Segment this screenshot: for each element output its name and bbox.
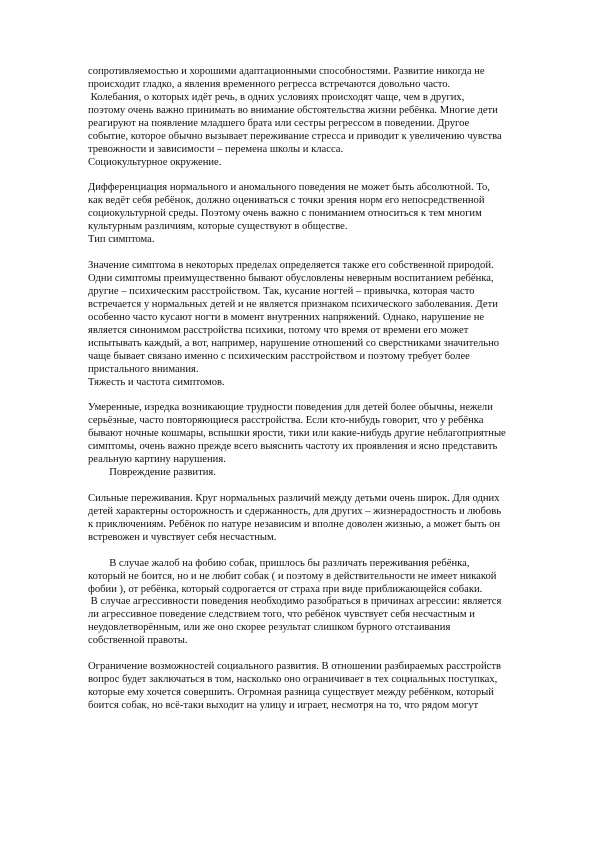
- section-heading: Социокультурное окружение.: [88, 156, 222, 168]
- text-line: испытывать каждый, а вот, например, нарушение отношений со сверстниками значительно: [88, 337, 500, 349]
- paragraph: [88, 260, 528, 389]
- text-line: встречается у нормальных детей и не является признаком психического заболевания. Дети: [88, 298, 498, 310]
- text-line: бывают ночные кошмары, вспышки ярости, тики или какие-нибудь другие неблагоприятные: [88, 428, 506, 440]
- text-line: фобии ), от ребёнка, который содрогается от страха при виде приближающейся собаки.: [88, 583, 483, 595]
- paragraph: [88, 661, 528, 713]
- text-line: к приключениям. Ребёнок по натуре независим и вполне доволен жизнью, а может быть он: [88, 518, 501, 530]
- paragraph: [88, 493, 528, 545]
- text-line: серьёзные, часто повторяющиеся расстройства. Если кто-нибудь говорит, что у ребёнка: [88, 415, 484, 427]
- paragraph: [88, 402, 528, 480]
- text-line: Сильные переживания. Круг нормальных различий между детьми очень широк. Для одних: [88, 492, 500, 504]
- text-line: встревожен и чувствует себя несчастным.: [88, 531, 277, 543]
- text-line: вопрос будет заключаться в том, насколько оно ограничивает в тех социальных поступках,: [88, 674, 498, 686]
- text-line: реальную картину нарушения.: [88, 454, 226, 466]
- section-heading: Повреждение развития.: [88, 467, 216, 479]
- text-line: Значение симптома в некоторых пределах определяется также его собственной природой.: [88, 260, 494, 272]
- text-line: происходит гладко, а явления временного регресса встречаются довольно часто.: [88, 78, 451, 90]
- text-line: Колебания, о которых идёт речь, в одних условиях происходят чаще, чем в других,: [88, 91, 465, 103]
- text-line: детей характерны осторожность и сдержанность, для других – жизнерадостность и любовь: [88, 505, 502, 517]
- text-line: поэтому очень важно принимать во внимание обстоятельства жизни ребёнка. Многие дети: [88, 104, 498, 116]
- blank-line: [88, 648, 528, 661]
- text-line: чаще бывает связано именно с психическим расстройством и поэтому требует более: [88, 350, 470, 362]
- text-line: неудовлетворённым, или же оно скорее результат слишком бурного отстаивания: [88, 622, 451, 634]
- text-line: боится собак, но всё-таки выходит на улицу и играет, несмотря на то, что рядом могут: [88, 699, 479, 711]
- text-line: симптомы, очень важно прежде всего выяснить частоту их проявления и ясно представить: [88, 441, 498, 453]
- blank-line: [88, 170, 528, 183]
- text-line: как ведёт себя ребёнок, должно оцениваться с точки зрения норм его непосредственной: [88, 195, 485, 207]
- paragraph: [88, 558, 528, 649]
- text-line: собственной правоты.: [88, 635, 188, 647]
- text-line: является синонимом расстройства психики, потому что время от времени его может: [88, 324, 469, 336]
- text-line: который не боится, но и не любит собак ( и поэтому в действительности не имеет никакой: [88, 570, 497, 582]
- text-line: сопротивляемостью и хорошими адаптационными способностями. Развитие никогда не: [88, 66, 485, 77]
- text-line: В случае жалоб на фобию собак, пришлось бы различать переживания ребёнка,: [88, 557, 470, 569]
- text-line: Умеренные, изредка возникающие трудности поведения для детей более обычны, нежели: [88, 402, 493, 414]
- blank-line: [88, 389, 528, 402]
- blank-line: [88, 545, 528, 558]
- text-line: ли агрессивное поведение следствием того, что ребёнок чувствует себя несчастным и: [88, 609, 475, 621]
- text-line: реагируют на появление младшего брата или сестры регрессом в поведении. Другое: [88, 117, 470, 129]
- paragraph: [88, 182, 528, 247]
- text-line: Одни симптомы преимущественно бывают обусловлены неверным воспитанием ребёнка,: [88, 273, 494, 284]
- text-line: которые ему хочется совершить. Огромная разница существует между ребёнком, который: [88, 687, 494, 698]
- text-line: Дифференциация нормального и аномального поведения не может быть абсолютной. То,: [88, 182, 490, 194]
- text-line: пристального внимания.: [88, 363, 199, 375]
- text-line: тревожности и зависимости – перемена школы и класса.: [88, 143, 344, 155]
- section-heading: Тип симптома.: [88, 234, 155, 246]
- text-line: В случае агрессивности поведения необходимо разобраться в причинах агрессии: является: [88, 596, 502, 608]
- blank-line: [88, 247, 528, 260]
- paragraph: [88, 66, 528, 170]
- text-line: социокультурной среды. Поэтому очень важно с пониманием относиться к тем многим: [88, 208, 482, 220]
- text-line: событие, которое обычно вызывает переживание стресса и приводит к увеличению чувства: [88, 130, 502, 142]
- text-line: другие – психическим расстройством. Так, кусание ногтей – привычка, которая часто: [88, 285, 475, 297]
- text-line: особенно часто кусают ногти в момент внутренних напряжений. Однако, нарушение не: [88, 311, 485, 323]
- section-heading: Тяжесть и частота симптомов.: [88, 376, 225, 388]
- text-line: Ограничение возможностей социального развития. В отношении разбираемых расстройств: [88, 661, 501, 673]
- blank-line: [88, 480, 528, 493]
- document-page: [88, 66, 528, 713]
- text-line: культурным различиям, которые существуют в обществе.: [88, 221, 348, 233]
